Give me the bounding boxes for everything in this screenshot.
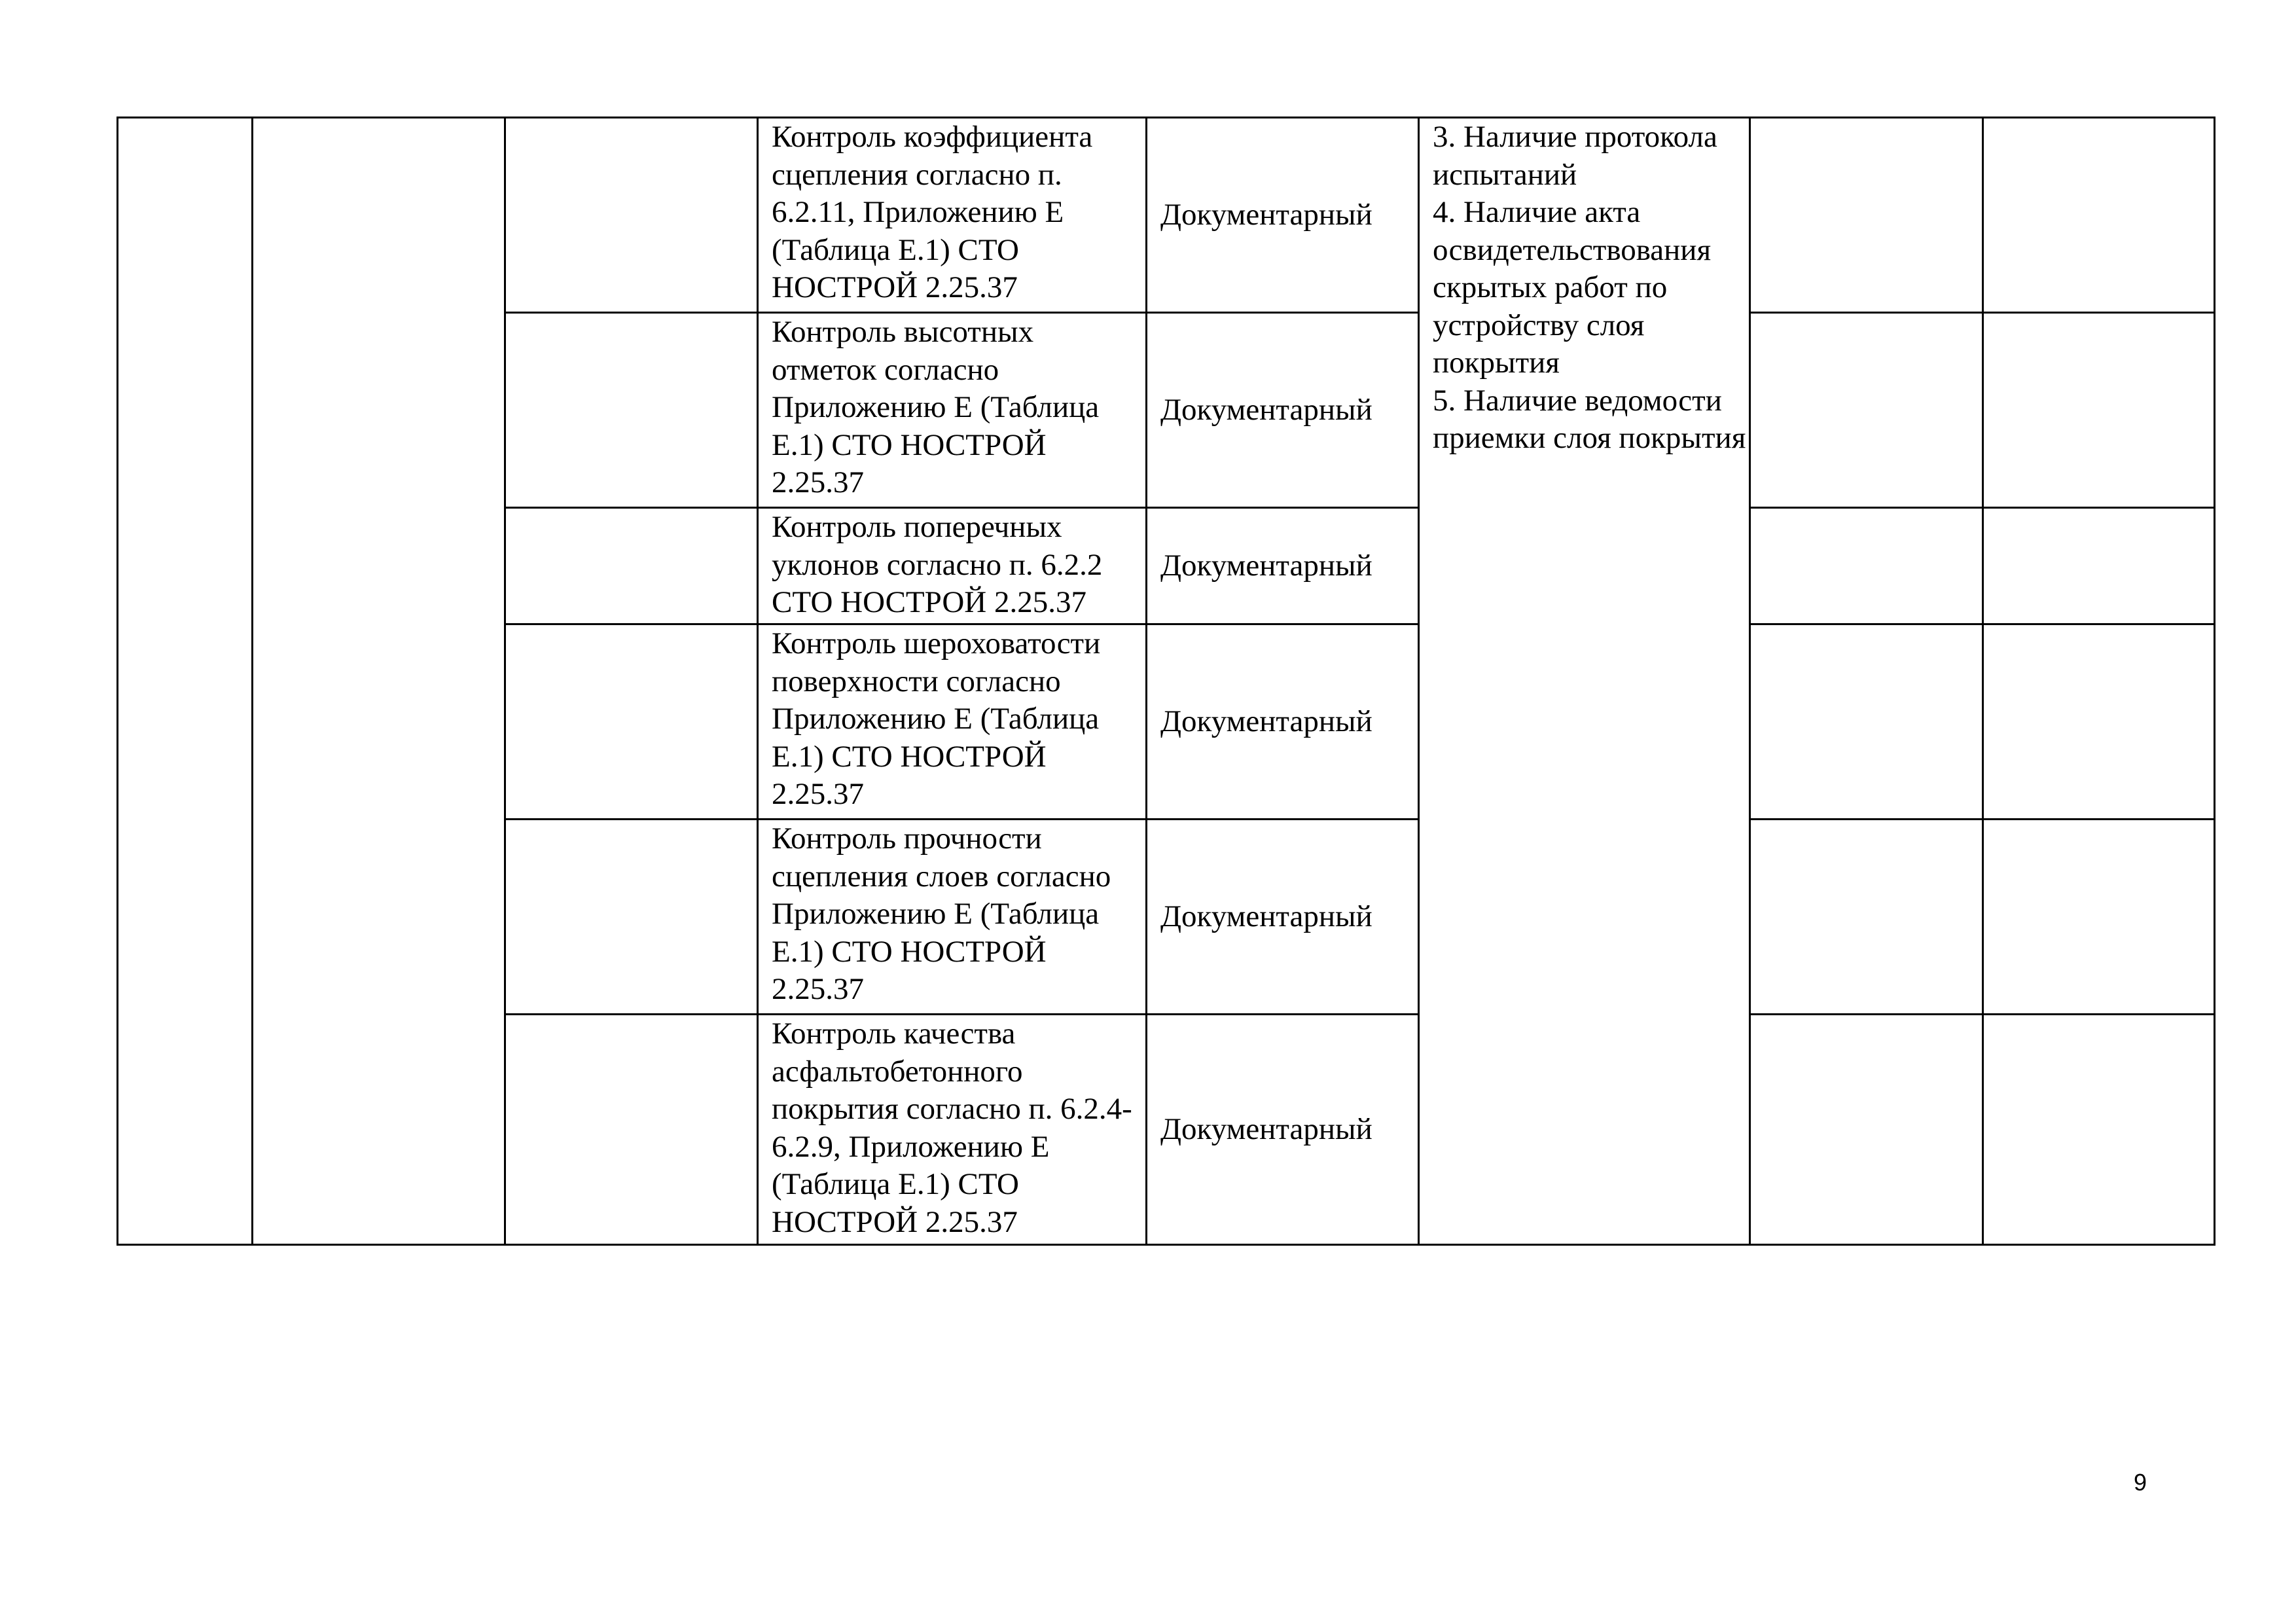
control-method: Документарный xyxy=(1147,118,1419,313)
control-item: Контроль поперечных уклонов согласно п. 6.2.2 СТО НОСТРОЙ 2.25.37 xyxy=(758,508,1147,624)
documents-cell xyxy=(1419,118,1750,1245)
page-number: 9 xyxy=(2134,1469,2147,1496)
control-table xyxy=(117,117,2215,1246)
empty-cell xyxy=(1750,118,1983,313)
empty-cell xyxy=(253,118,505,1245)
empty-cell xyxy=(1983,508,2215,624)
empty-cell xyxy=(1983,1015,2215,1245)
empty-cell xyxy=(1983,820,2215,1015)
empty-cell xyxy=(505,1015,758,1245)
empty-cell xyxy=(1750,313,1983,508)
control-method: Документарный xyxy=(1147,624,1419,820)
table-row xyxy=(118,118,2215,313)
empty-cell xyxy=(505,118,758,313)
empty-cell xyxy=(1750,624,1983,820)
empty-cell xyxy=(1983,624,2215,820)
empty-cell xyxy=(505,508,758,624)
empty-cell xyxy=(1750,1015,1983,1245)
empty-cell xyxy=(1983,313,2215,508)
empty-cell xyxy=(118,118,253,1245)
empty-cell xyxy=(505,624,758,820)
document-item: 4. Наличие акта освидетельствования скрытых работ по устройству слоя покрытия xyxy=(1433,195,1712,380)
empty-cell xyxy=(1750,820,1983,1015)
control-item: Контроль коэффициента сцепления согласно п. 6.2.11, Приложению Е (Таблица Е.1) СТО НОСТРОЙ 2.25.37 xyxy=(758,118,1147,313)
empty-cell xyxy=(1983,118,2215,313)
empty-cell xyxy=(505,820,758,1015)
control-method: Документарный xyxy=(1147,508,1419,624)
document-item: 3. Наличие протокола испытаний xyxy=(1433,120,1717,192)
control-item: Контроль качества асфальтобетонного покрытия согласно п. 6.2.4-6.2.9, Приложению Е (Таблица Е.1) СТО НОСТРОЙ 2.25.37 xyxy=(758,1015,1147,1245)
control-item: Контроль прочности сцепления слоев согласно Приложению Е (Таблица Е.1) СТО НОСТРОЙ 2.25.37 xyxy=(758,820,1147,1015)
control-method: Документарный xyxy=(1147,313,1419,508)
control-method: Документарный xyxy=(1147,1015,1419,1245)
empty-cell xyxy=(1750,508,1983,624)
empty-cell xyxy=(505,313,758,508)
control-item: Контроль шероховатости поверхности согласно Приложению Е (Таблица Е.1) СТО НОСТРОЙ 2.25.37 xyxy=(758,624,1147,820)
control-item: Контроль высотных отметок согласно Приложению Е (Таблица Е.1) СТО НОСТРОЙ 2.25.37 xyxy=(758,313,1147,508)
document-item: 5. Наличие ведомости приемки слоя покрытия xyxy=(1433,383,1746,455)
control-method: Документарный xyxy=(1147,820,1419,1015)
